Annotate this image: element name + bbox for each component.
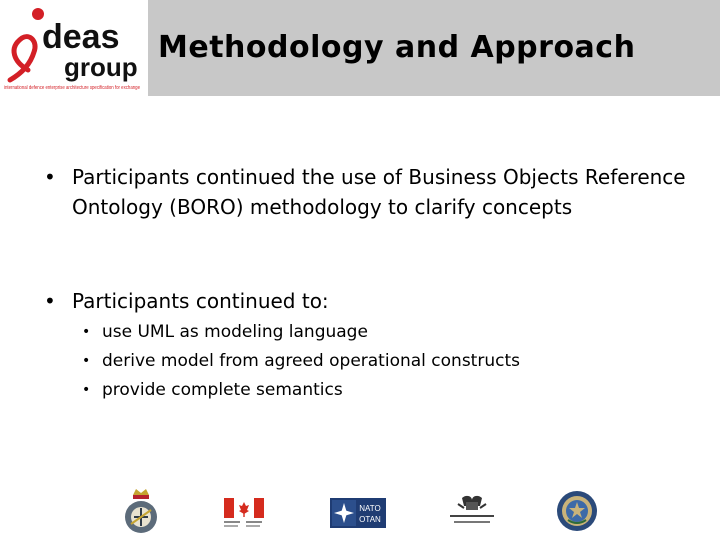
nato-text: NATO <box>359 504 381 513</box>
bullet-symbol: • <box>44 165 56 189</box>
sub-bullet-symbol: • <box>82 324 91 340</box>
sub-bullet-text: provide complete semantics <box>102 380 343 400</box>
logo-tagline: international defence enterprise architecture specification for exchange <box>4 85 141 91</box>
us-dod-seal-icon <box>556 490 598 532</box>
ideas-logo-graphic <box>0 0 148 96</box>
bullet-text: Participants continued the use of Business Objects Reference Ontology (BORO) methodology to clarify concepts <box>72 165 686 219</box>
sub-bullet-symbol: • <box>82 382 91 398</box>
bullet-item <box>44 286 694 316</box>
logo-word-deas: deas <box>42 18 120 56</box>
sub-bullet-text: derive model from agreed operational constructs <box>102 351 520 371</box>
ideas-group-logo <box>0 0 148 96</box>
logo-word-group: group <box>64 52 138 82</box>
bullet-symbol: • <box>44 289 56 313</box>
nato-otan-logo <box>330 498 386 528</box>
bullet-text: Participants continued to: <box>72 289 329 313</box>
sub-bullet-text: use UML as modeling language <box>102 322 368 342</box>
australia-defence-crest-icon <box>446 494 498 528</box>
page-title: Methodology and Approach <box>158 30 636 65</box>
sub-bullet-item <box>82 347 702 376</box>
bullet-item <box>44 162 694 222</box>
canada-flag-icon <box>224 498 264 530</box>
sub-bullet-symbol: • <box>82 353 91 369</box>
sub-bullet-item <box>82 376 702 405</box>
otan-text: OTAN <box>359 515 381 524</box>
uk-mod-crest-icon <box>118 486 164 536</box>
sub-bullet-item <box>82 318 702 347</box>
